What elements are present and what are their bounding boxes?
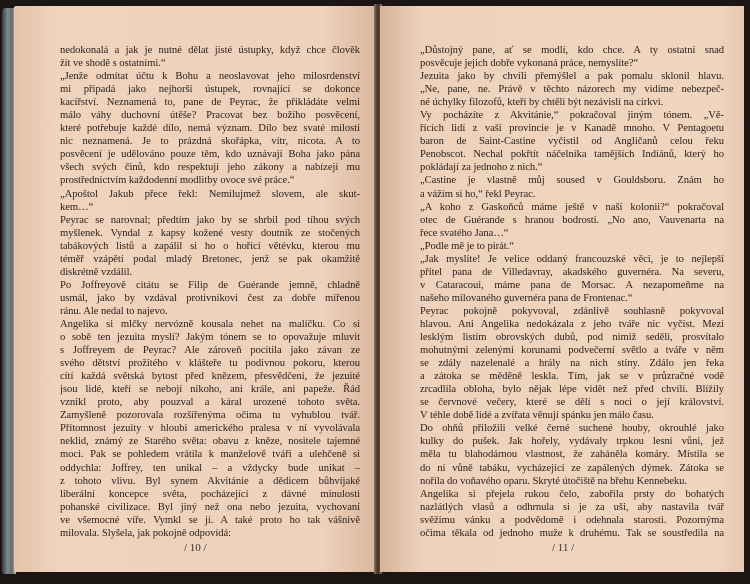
left-page bbox=[14, 6, 376, 572]
text-line: očima těkala od jednoho muže k druhému. Tak se soustředila na bbox=[420, 527, 724, 539]
left-page-number: / 10 / bbox=[184, 542, 207, 554]
text-line: ve všemocné víře. Vymkl se jí. A také proto ho tak vášnivě bbox=[60, 514, 360, 526]
text-line: Peyrac pokojně pokyvoval, zdánlivě souhlasně pokyvoval bbox=[420, 305, 724, 317]
text-line: kulky do pušek. Jak hořely, vydávaly trpkou lesní vůni, jež bbox=[420, 436, 724, 448]
text-line: Do ohňů přiložili velké černé suchené houby, okrouhlé jako bbox=[420, 423, 724, 435]
text-line: do ní vůně tabáku, vycházející ze zapálených dýmek. Zátoka se bbox=[420, 462, 724, 474]
text-line: mi připadá jako nejhorší ústupek, rovnající se dokonce bbox=[60, 84, 360, 96]
text-line: „Apoštol Jakub přece řekl: Nemilujmež slovem, ale skut- bbox=[60, 188, 360, 200]
text-line: vznikl proto, aby pouzval a káral urozené tohoto světa. bbox=[60, 397, 360, 409]
text-line: tabákových listů a zapálil si ho o hořící větévku, kterou mu bbox=[60, 240, 360, 252]
text-line: posvěcuje jejich dobře vykonaná práce, nemyslíte?“ bbox=[420, 58, 639, 70]
text-line: řících lidí z vaší provincie je v Kanadě mnoho. V Pentagoetu bbox=[420, 123, 724, 135]
text-line: mohutnými zelenými korunami podvečerní světlo a tváře v něm bbox=[420, 345, 724, 357]
text-line: usmál, jako by vzdával protivníkovi čest za dobře mířenou bbox=[60, 292, 360, 304]
text-line: z tohoto vlivu. Byl synem Akvitánie a dědicem bůhvíjaké bbox=[60, 475, 360, 487]
text-line: pokládají za jednoho z nich.“ bbox=[420, 162, 543, 174]
text-line: o sobě ten jezuita myslí? Jakým tónem se to opovažuje mluvit bbox=[60, 332, 360, 344]
text-line: Angelika si mlčky nervózně kousala nehet na malíčku. Co si bbox=[60, 318, 360, 330]
text-line: „Jenže odmítat účtu k Bohu a neoslavovat jeho milosrdenství bbox=[60, 71, 360, 83]
text-line: liberální koncepce světa, pocházející z dávné minulosti bbox=[60, 488, 360, 500]
text-line: posvěcení je udělováno pouze těm, kdo uznávají Boha jako pána bbox=[60, 149, 360, 161]
text-line: s Joffreyem de Peyrac? Ale zároveň pocítila jako závan ze bbox=[60, 345, 360, 357]
text-line: málo váhy duchovní útěše? Pracovat bez božího posvěcení, bbox=[60, 110, 360, 122]
text-line: „Castine je vlastně můj soused v Gouldsboru. Znám ho bbox=[420, 175, 724, 187]
text-line: „A koho z Gaskoňců máme ještě v naší kolonii?“ pokračoval bbox=[420, 201, 724, 213]
text-line: Po Joffreyově citátu se Filip de Guérande jemně, chladně bbox=[60, 279, 360, 291]
text-line: Zamyšleně pozorovala rozšířenýma očima tu vyhublou tvář. bbox=[60, 410, 360, 422]
right-page-number: / 11 / bbox=[552, 542, 575, 554]
right-page bbox=[380, 6, 744, 572]
text-line: neklid, známý ze Starého světa: obavu z kněze, nositele tajemné bbox=[60, 436, 360, 448]
text-line: kem…“ bbox=[60, 201, 94, 213]
text-line: Penobscot. Nechal pokřtít náčelníka tamějších Indiánů, který ho bbox=[420, 149, 724, 161]
text-line: cítí každá světská bytost před knězem, přesvědčení, že jezuité bbox=[60, 371, 360, 383]
text-line: Vy pocházíte z Akvitánie,“ pokračoval jiným tónem. „Vě- bbox=[420, 110, 724, 122]
text-line: myšlenek. Vyndal z kapsy kožené vesty doutník ze stočených bbox=[60, 227, 360, 239]
text-line: né úchylky filozofů, kteří by chtěli být nezávislí na církvi. bbox=[420, 97, 664, 109]
text-line: Přítomnost jezuity v hloubi amerického pralesa v ní vyvolávala bbox=[60, 423, 360, 435]
text-line: otec de Guérande s hranou bodrostí. „No ano, Vauvenarta na bbox=[420, 214, 724, 226]
text-line: všech svých činů, kdo respektují jeho zákony a nabízejí mu bbox=[60, 162, 360, 174]
text-line: Angelika si přejela rukou čelo, zabořila prsty do bohatých bbox=[420, 488, 724, 500]
left-page-text bbox=[60, 44, 360, 540]
text-line: a zátoka se měděně leskla. Tím, jak se v průzračné vodě bbox=[420, 371, 724, 383]
text-line: diskrétně vzdálil. bbox=[60, 266, 133, 278]
text-line: měla tu blahodárnou vlastnost, že zaháněla komáry. Místila se bbox=[420, 449, 724, 461]
text-line: nic neznamená. Je to prázdná skořápka, vítr, nicota. A to bbox=[60, 136, 360, 148]
text-line: žít ve shodě s ostatními.“ bbox=[60, 58, 166, 70]
text-line: a vážím si ho,“ řekl Peyrac. bbox=[420, 188, 536, 200]
text-line: přítel pana de Villedavray, akadského guvernéra. Na severu, bbox=[420, 266, 724, 278]
text-line: svého dětství prožitého v klášteře tu podivnou pokoru, kterou bbox=[60, 358, 360, 370]
text-line: které potřebuje každé dílo, nemá význam. Dílo bez svaté milosti bbox=[60, 123, 360, 135]
text-line: „Podle mě je to pirát.“ bbox=[420, 240, 514, 252]
text-line: „Jak myslíte! Je velice oddaný francouzské věci, je to nejlepší bbox=[420, 253, 724, 265]
text-line: se červnové večery, které se dělí s noci o její království. bbox=[420, 397, 724, 409]
text-line: „Ne, pane, ne. Právě v těchto názorech my vidíme nebezpeč- bbox=[420, 84, 724, 96]
text-line: ránu. Ale nedal to najevo. bbox=[60, 305, 168, 317]
text-line: téměř vzápětí podal mladý Bretonec, jenž se pak okamžitě bbox=[60, 253, 360, 265]
text-line: nazlátlých vlasů a odhrnula si je za uši, aby nastavila tvář bbox=[420, 501, 724, 513]
text-line: prostřednictvím každodenní modlitby ovoce své práce.“ bbox=[60, 175, 295, 187]
text-line: jsou lidé, kteří se nebojí nikoho, ani krále, ani papeže. Řád bbox=[60, 384, 360, 396]
text-line: řece svatého Jana…“ bbox=[420, 227, 509, 239]
text-line: „Důstojný pane, ať se modlí, kdo chce. A ty ostatní snad bbox=[420, 45, 724, 56]
text-line: nedokonalá a jak je nutné dělat jisté ústupky, když chce člověk bbox=[60, 45, 360, 56]
text-line: Jezuita jako by chvíli přemýšlel a pak pomalu sklonil hlavu. bbox=[420, 71, 724, 83]
text-line: Peyrac se narovnal; předtím jako by se shrbil pod tíhou svých bbox=[60, 214, 360, 226]
text-line: kacířství. Neznamená to, pane de Peyrac, že přikládáte velmi bbox=[60, 97, 360, 109]
text-line: se zdály nazelenalé a hrály na nich stíny. Zdálo jen řeka bbox=[420, 358, 724, 370]
text-line: pohanské civilizace. Byl jiný než ona nebo jezuita, vychovaní bbox=[60, 501, 360, 513]
text-line: v Cataracoui, máme pana de Morsac. A nezapomeňme na bbox=[420, 279, 724, 291]
text-line: našeho milovaného guvernéra pana de Frontenac.“ bbox=[420, 292, 633, 304]
text-line: milovala. Slyšela, jak pokojně odpovídá: bbox=[60, 527, 232, 539]
right-page-text bbox=[420, 44, 724, 540]
text-line: nořila do voňavého oparu. Skryté útočiště na břehu Kennebeku. bbox=[420, 475, 688, 487]
text-line: hlavou. Ani Angelika nedokázala z jeho tváře nic vyčíst. Mezi bbox=[420, 318, 724, 330]
text-line: moci. Pak se pohledem vrátila k manželově tváři a ulehčeně si bbox=[60, 449, 360, 461]
text-line: svěžímu vánku a podvědomě i odehnala starosti. Pozornýma bbox=[420, 514, 724, 526]
text-line: zrcadlila obloha, bylo nějak lépe vidět než před chvílí. Blížily bbox=[420, 384, 724, 396]
text-line: oddychla: Joffrey, ten unikal – a vždycky bude unikat – bbox=[60, 462, 360, 474]
text-line: baron de Saint-Castine vyčistil od Angličanů celou řeku bbox=[420, 136, 724, 148]
text-line: lesklým listím obrovských dubů, pod nimiž seděli, prosvítalo bbox=[420, 332, 724, 344]
text-line: V téhle době lidé a zvířata věnují spánku jen málo času. bbox=[420, 410, 654, 422]
